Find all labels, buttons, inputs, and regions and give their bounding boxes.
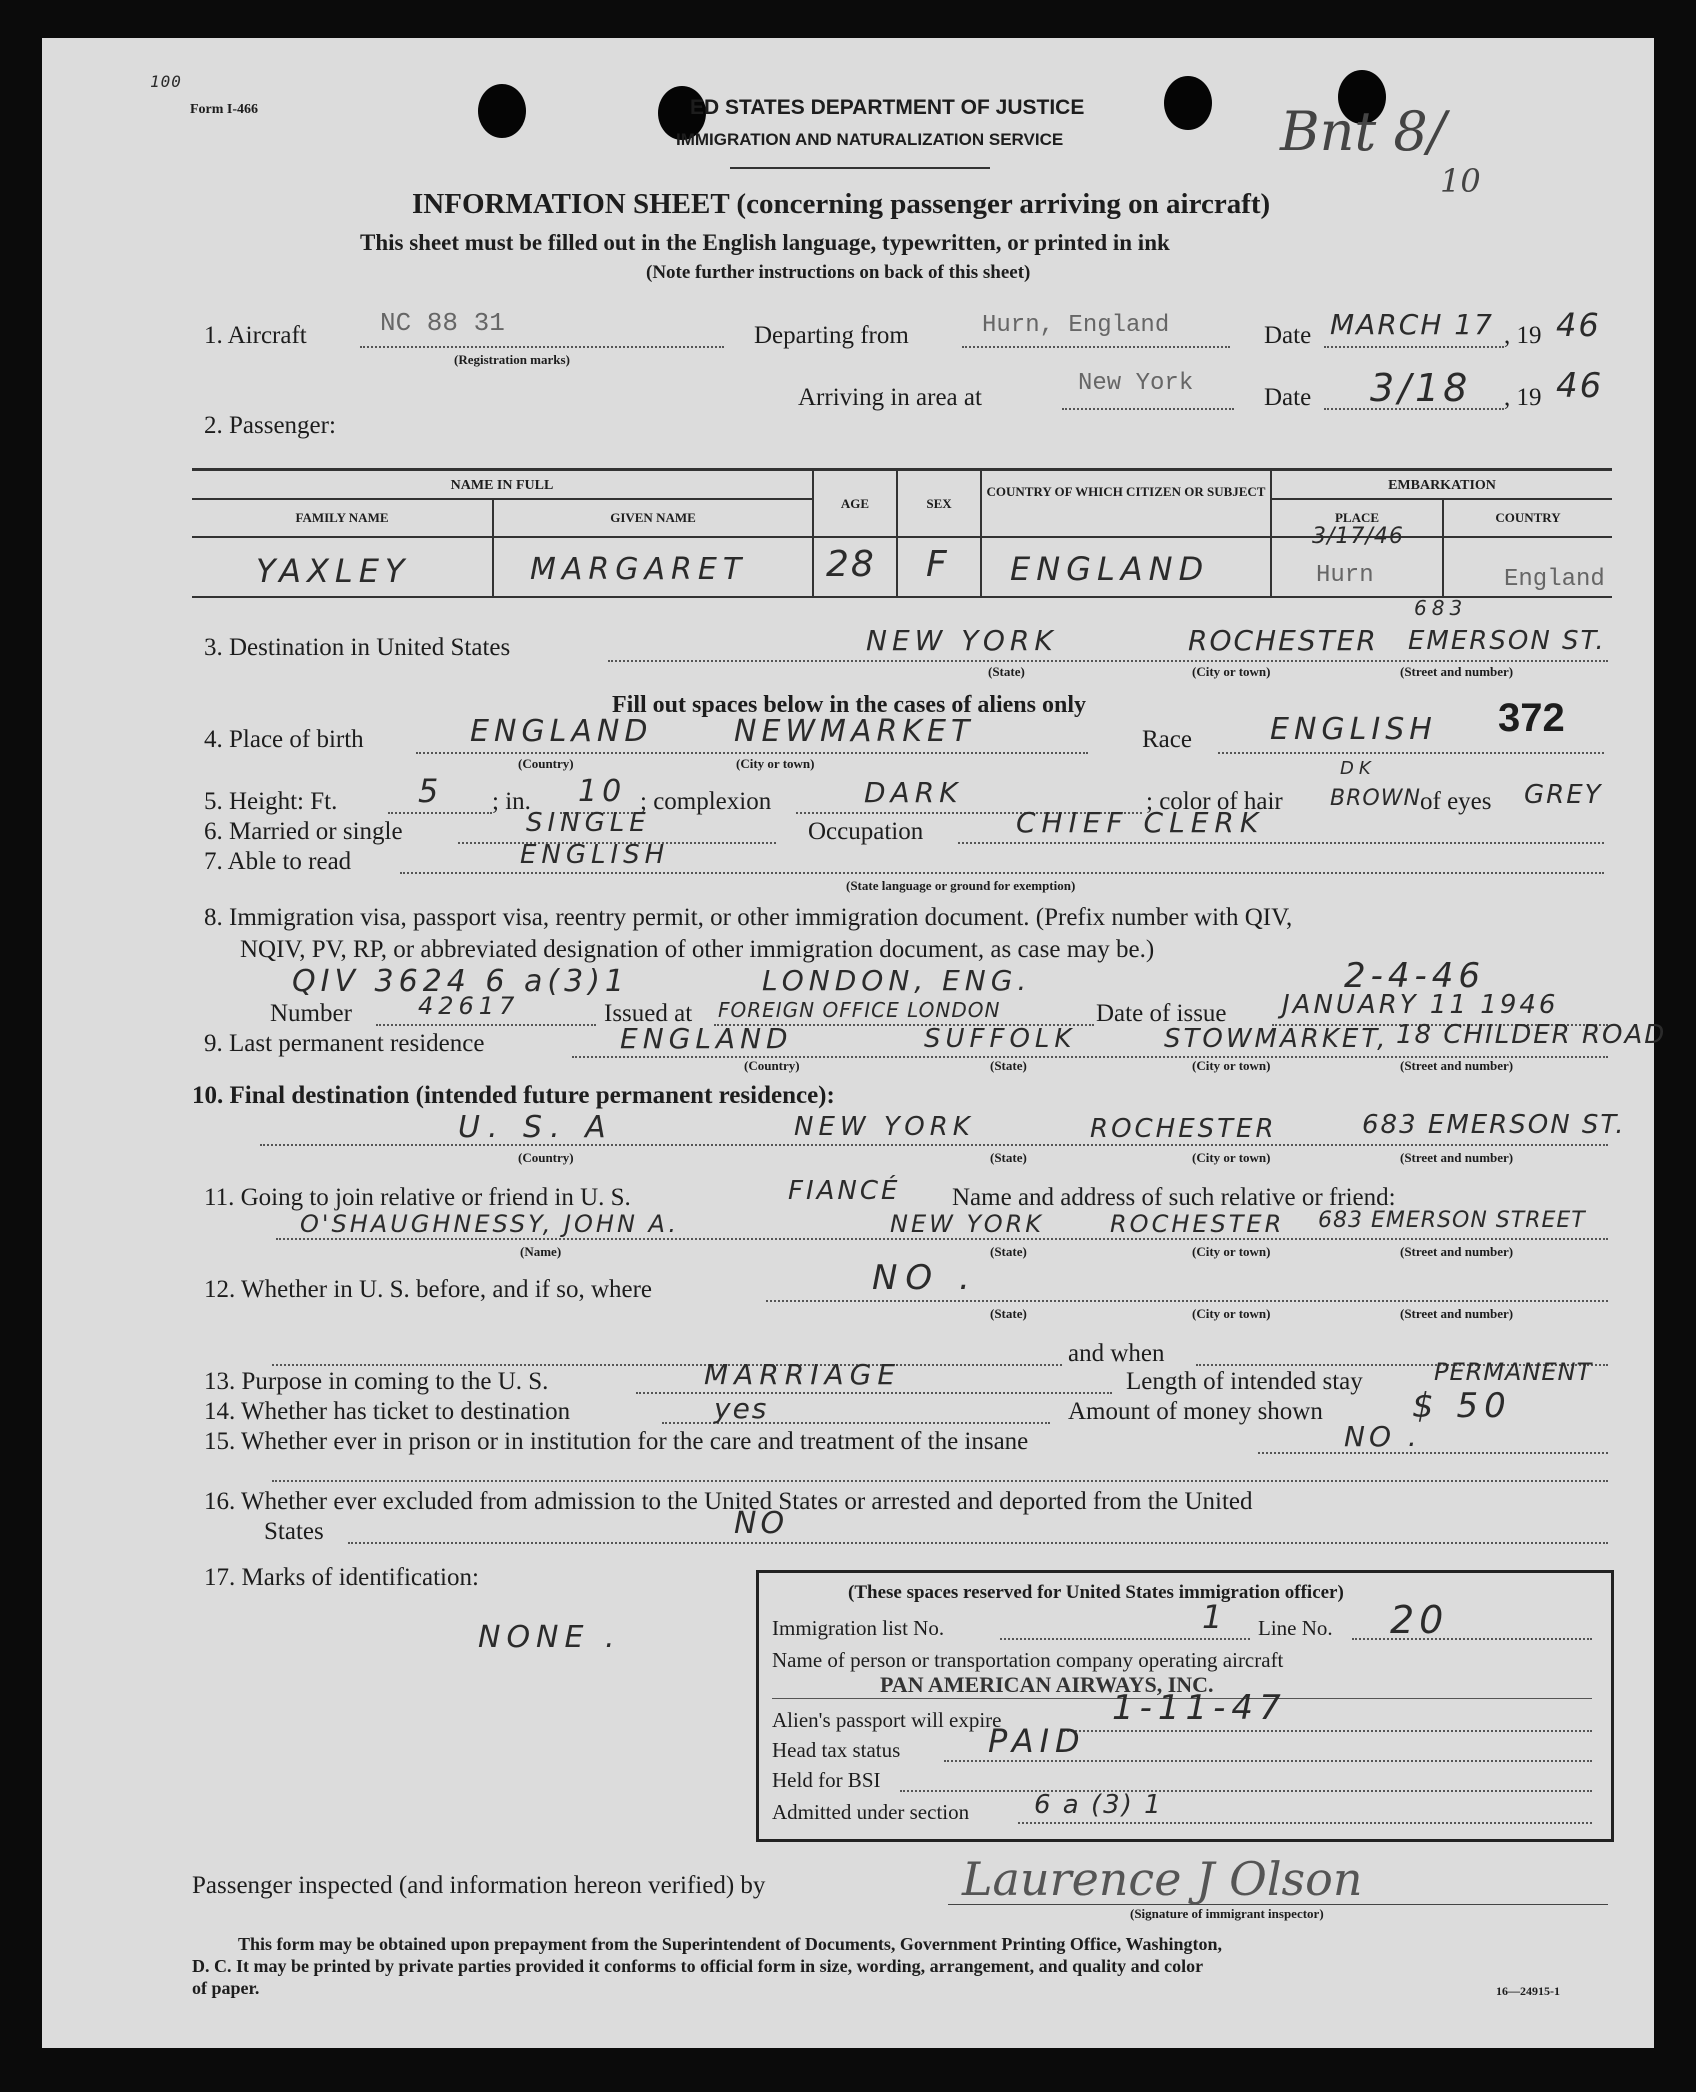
table-rule [192, 596, 1612, 598]
item7-label: 7. Able to read [204, 848, 352, 875]
arriving-value: New York [1078, 370, 1194, 397]
admitted-section-label: Admitted under section [772, 1800, 970, 1824]
form-note: (Note further instructions on back of this sheet) [646, 262, 1031, 283]
header-family-name: FAMILY NAME [295, 510, 389, 525]
eyes-label: of eyes [1420, 788, 1492, 815]
caption-city: (City or town) [1192, 1244, 1271, 1259]
header-rule [730, 167, 990, 169]
field-line [272, 1480, 1608, 1482]
excluded-value: NO [734, 1506, 789, 1541]
in-us-before-value: NO . [872, 1258, 978, 1298]
field-line [1018, 1822, 1592, 1824]
item14-label: 14. Whether has ticket to destination [204, 1398, 571, 1425]
aircraft-registration: NC 88 31 [380, 308, 505, 338]
year-prefix: , 19 [1504, 322, 1542, 349]
relation-value: FIANCÉ [788, 1176, 901, 1206]
operator-value: PAN AMERICAN AIRWAYS, INC. [880, 1672, 1214, 1697]
punch-hole [478, 84, 526, 138]
field-line [636, 1392, 1112, 1394]
item16-label-line2: States [264, 1518, 324, 1545]
item11-label: 11. Going to join relative or friend in U. S. [204, 1184, 631, 1211]
residence-state: SUFFOLK [924, 1024, 1077, 1054]
table-rule [192, 498, 812, 500]
hair-label: ; color of hair [1146, 788, 1283, 815]
field-line [272, 1364, 1062, 1366]
field-line [1324, 346, 1504, 348]
field-line [900, 1790, 1592, 1792]
caption-city: (City or town) [1192, 1306, 1271, 1321]
item6-label: 6. Married or single [204, 818, 403, 845]
height-in-label: ; in. [492, 788, 531, 815]
race-code: 372 [1498, 696, 1565, 740]
header-embarkation: EMBARKATION [1388, 478, 1496, 493]
list-number-label: Immigration list No. [772, 1616, 945, 1640]
issued-at-label: Issued at [604, 1000, 693, 1027]
embark-place-value: Hurn [1316, 562, 1374, 589]
field-line [1062, 408, 1234, 410]
passport-expire-label: Alien's passport will expire [772, 1708, 1002, 1732]
race-label: Race [1142, 726, 1192, 753]
prison-value: NO . [1344, 1420, 1421, 1453]
caption-street: (Street and number) [1400, 1306, 1514, 1321]
field-line [944, 1760, 1592, 1762]
held-bsi-label: Held for BSI [772, 1768, 881, 1792]
height-in-value: 10 [578, 774, 627, 809]
able-to-read-value: ENGLISH [520, 840, 670, 870]
head-tax-value: PAID [988, 1722, 1086, 1760]
and-when-label: and when [1068, 1340, 1165, 1367]
able-to-read-caption: (State language or ground for exemption) [846, 878, 1076, 893]
birth-country-value: ENGLAND [470, 714, 653, 749]
item15-label: 15. Whether ever in prison or in institution for the care and treatment of the insane [204, 1428, 1029, 1455]
race-value: ENGLISH [1270, 712, 1437, 747]
arriving-label: Arriving in area at [798, 384, 982, 411]
field-line [376, 1024, 596, 1026]
field-line [1218, 752, 1604, 754]
field-line [360, 346, 724, 348]
age-value: 28 [826, 544, 876, 585]
item4-label: 4. Place of birth [204, 726, 364, 753]
admitted-section-value: 6 a (3) 1 [1034, 1790, 1163, 1820]
field-line [962, 346, 1230, 348]
caption-street: (Street and number) [1400, 1150, 1514, 1165]
caption-city: (City or town) [736, 756, 815, 771]
table-rule [896, 470, 898, 596]
final-city: ROCHESTER [1090, 1114, 1277, 1144]
corner-annotation-2: 10 [1440, 162, 1481, 200]
year-dep-value: 46 [1556, 306, 1601, 344]
inspector-signature: Laurence J Olson [962, 1852, 1363, 1906]
number-label: Number [270, 1000, 352, 1027]
item8-label-line2: NQIV, PV, RP, or abbreviated designation of other immigration document, as case may be.) [240, 936, 1155, 963]
table-rule [980, 470, 982, 596]
passport-expire-value: 1-11-47 [1112, 1688, 1287, 1728]
field-line [416, 752, 1088, 754]
field-line [388, 812, 492, 814]
date-dep-label: Date [1264, 322, 1312, 349]
caption-state: (State) [990, 1306, 1027, 1321]
final-street: 683 EMERSON ST. [1362, 1110, 1626, 1140]
length-of-stay-value: PERMANENT [1434, 1358, 1593, 1386]
field-line [400, 872, 1604, 874]
officer-box-title: (These spaces reserved for United States immigration officer) [848, 1582, 1344, 1603]
birth-city-value: NEWMARKET [734, 714, 975, 749]
item13-label: 13. Purpose in coming to the U. S. [204, 1368, 549, 1395]
year-prefix: , 19 [1504, 384, 1542, 411]
header-name-in-full: NAME IN FULL [450, 478, 554, 493]
occupation-label: Occupation [808, 818, 924, 845]
caption-country: (Country) [518, 756, 574, 771]
residence-country: ENGLAND [620, 1022, 793, 1055]
marks-value: NONE . [478, 1620, 621, 1655]
operator-label: Name of person or transportation company operating aircraft [772, 1648, 1284, 1672]
head-tax-label: Head tax status [772, 1738, 901, 1762]
aliens-heading: Fill out spaces below in the cases of aliens only [612, 692, 1087, 718]
header-sex: SEX [926, 496, 952, 511]
department-name: ED STATES DEPARTMENT OF JUSTICE [690, 96, 1085, 119]
field-line [608, 660, 1608, 662]
punch-hole [1164, 76, 1212, 130]
registration-caption: (Registration marks) [454, 352, 570, 367]
field-line [276, 1238, 1608, 1240]
residence-city: STOWMARKET, [1164, 1024, 1389, 1054]
caption-city: (City or town) [1192, 1150, 1271, 1165]
header-country-citizen: COUNTRY OF WHICH CITIZEN OR SUBJECT [986, 484, 1266, 499]
relative-city: ROCHESTER [1110, 1210, 1285, 1238]
field-line [958, 842, 1604, 844]
signature-caption: (Signature of immigrant inspector) [1130, 1906, 1324, 1921]
item2-label: 2. Passenger: [204, 412, 336, 439]
list-number-value: 1 [1202, 1598, 1228, 1636]
ticket-value: yes [714, 1392, 769, 1425]
relative-state: NEW YORK [890, 1210, 1045, 1238]
field-line [1352, 1638, 1592, 1640]
visa-date: 2-4-46 [1344, 956, 1486, 996]
dest-city-value: ROCHESTER [1188, 624, 1378, 657]
caption-country: (Country) [518, 1150, 574, 1165]
year-arr-value: 46 [1556, 366, 1604, 406]
corner-annotation: Bnt 8/ [1280, 100, 1446, 163]
departing-value: Hurn, England [982, 312, 1170, 339]
height-ft-value: 5 [418, 772, 444, 810]
complexion-label: ; complexion [640, 788, 772, 815]
marital-status-value: SINGLE [526, 808, 651, 838]
table-top-rule [192, 468, 1612, 471]
caption-street: (Street and number) [1400, 664, 1514, 679]
form-number: Form I-466 [190, 102, 259, 117]
caption-street: (Street and number) [1400, 1244, 1514, 1259]
line-number-value: 20 [1390, 1598, 1449, 1642]
eyes-value: GREY [1524, 780, 1603, 810]
form-code: 16—24915-1 [1496, 1984, 1560, 1998]
field-line [348, 1542, 1608, 1544]
item3-label: 3. Destination in United States [204, 634, 511, 661]
header-given-name: GIVEN NAME [610, 510, 696, 525]
margin-note: 100 [150, 72, 182, 91]
item5-label: 5. Height: Ft. [204, 788, 338, 815]
item8-label-line1: 8. Immigration visa, passport visa, reentry permit, or other immigration document. (Prefix number with QIV, [204, 904, 1293, 931]
dest-state-value: NEW YORK [866, 624, 1058, 657]
header-country: COUNTRY [1495, 510, 1561, 525]
field-line [1060, 1730, 1592, 1732]
caption-street: (Street and number) [1400, 1058, 1514, 1073]
inspection-label: Passenger inspected (and information hereon verified) by [192, 1872, 766, 1899]
item17-label: 17. Marks of identification: [204, 1564, 479, 1591]
embark-date-value: 3/17/46 [1312, 524, 1404, 549]
line-number-label: Line No. [1258, 1616, 1333, 1640]
relative-name: O'SHAUGHNESSY, JOHN A. [300, 1210, 680, 1238]
issued-at-value: FOREIGN OFFICE LONDON [718, 998, 1001, 1022]
date-of-issue-value: JANUARY 11 1946 [1282, 990, 1559, 1020]
field-line [766, 1300, 1608, 1302]
service-name: IMMIGRATION AND NATURALIZATION SERVICE [676, 130, 1064, 149]
purpose-value: MARRIAGE [704, 1358, 902, 1391]
citizen-country-value: ENGLAND [1010, 550, 1210, 588]
item1-label: 1. Aircraft [204, 322, 307, 349]
visa-designation: QIV 3624 6 a(3)1 [292, 964, 629, 999]
final-state: NEW YORK [794, 1112, 975, 1142]
form-subtitle: This sheet must be filled out in the English language, typewritten, or printed in ink [360, 230, 1170, 255]
caption-city: (City or town) [1192, 1058, 1271, 1073]
table-rule [1270, 498, 1612, 500]
document-number: 42617 [418, 992, 520, 1020]
caption-state: (State) [990, 1244, 1027, 1259]
occupation-value: CHIEF CLERK [1016, 806, 1265, 839]
caption-state: (State) [988, 664, 1025, 679]
dest-street-value: EMERSON ST. [1408, 626, 1606, 656]
final-country: U. S. A [458, 1110, 614, 1145]
field-line [1258, 1452, 1608, 1454]
money-label: Amount of money shown [1068, 1398, 1323, 1425]
date-dep-value: MARCH 17 [1330, 308, 1494, 341]
name-address-label: Name and address of such relative or friend: [952, 1184, 1396, 1211]
date-of-issue-label: Date of issue [1096, 1000, 1227, 1027]
hair-value: BROWN [1330, 786, 1421, 811]
visa-place: LONDON, ENG. [762, 964, 1032, 997]
caption-city: (City or town) [1192, 664, 1271, 679]
caption-state: (State) [990, 1150, 1027, 1165]
length-of-stay-label: Length of intended stay [1126, 1368, 1363, 1395]
hair-prefix: DK [1340, 758, 1376, 779]
footer-line2: D. C. It may be printed by private parties provided it conforms to official form in size, wording, arrangement, and quality and color [192, 1956, 1204, 1976]
date-arr-value: 3/18 [1370, 366, 1472, 410]
departing-label: Departing from [754, 322, 909, 349]
caption-name: (Name) [520, 1244, 562, 1259]
header-place: PLACE [1334, 510, 1380, 525]
money-value: $ 50 [1412, 1386, 1512, 1426]
item12-label: 12. Whether in U. S. before, and if so, where [204, 1276, 653, 1303]
table-rule [812, 470, 814, 596]
footer-line1: This form may be obtained upon prepayment from the Superintendent of Documents, Government Printing Office, Washington, [238, 1934, 1223, 1954]
dest-street-number: 683 [1414, 596, 1468, 620]
sex-value: F [926, 544, 952, 585]
item9-label: 9. Last permanent residence [204, 1030, 485, 1057]
embark-country-value: England [1504, 566, 1605, 593]
caption-country: (Country) [744, 1058, 800, 1073]
date-arr-label: Date [1264, 384, 1312, 411]
field-line [1000, 1638, 1250, 1640]
given-name-value: MARGARET [530, 552, 748, 587]
caption-state: (State) [990, 1058, 1027, 1073]
form-title: INFORMATION SHEET (concerning passenger arriving on aircraft) [412, 188, 1271, 220]
item16-label-line1: 16. Whether ever excluded from admission to the United States or arrested and deported from the United [204, 1488, 1253, 1515]
header-age: AGE [840, 496, 870, 511]
complexion-value: DARK [864, 776, 963, 809]
residence-street: 18 CHILDER ROAD [1396, 1020, 1667, 1050]
footer-line3: of paper. [192, 1978, 260, 1998]
relative-street: 683 EMERSON STREET [1318, 1208, 1586, 1233]
family-name-value: YAXLEY [256, 552, 411, 590]
item10-label: 10. Final destination (intended future permanent residence): [192, 1082, 835, 1109]
